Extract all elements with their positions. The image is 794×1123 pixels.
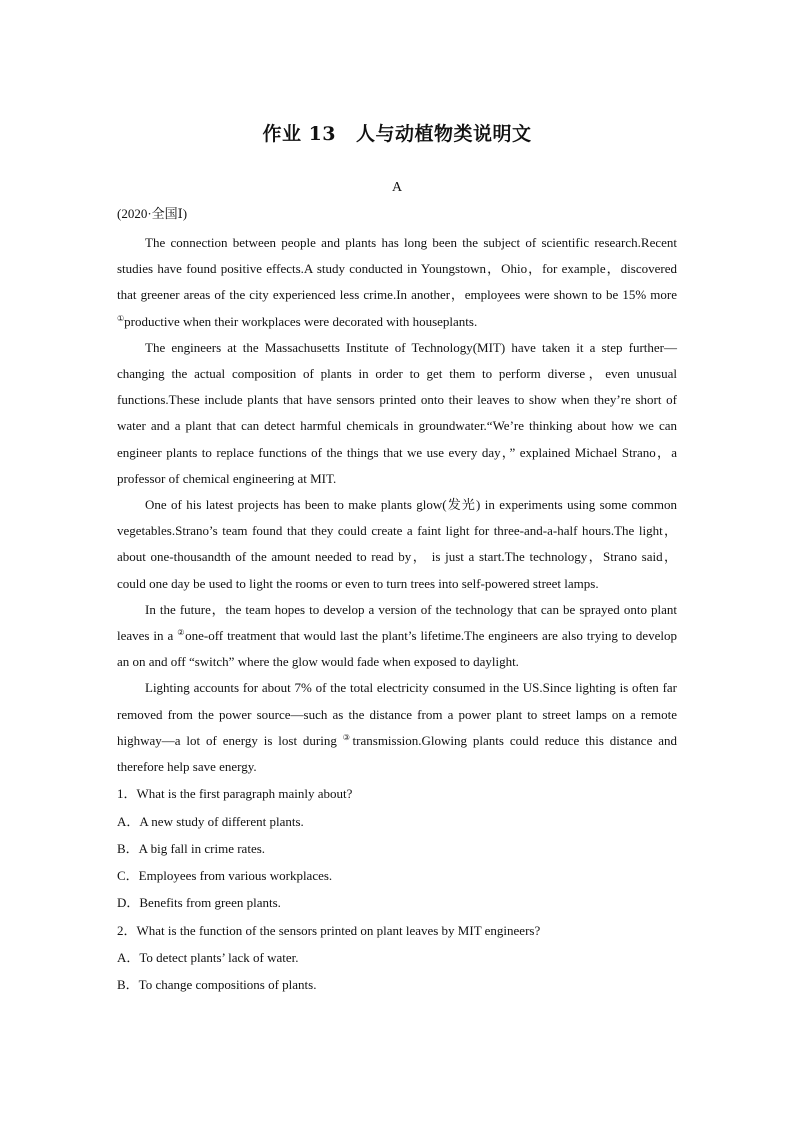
paragraph-3: One of his latest projects has been to make plants glow(发光) in experiments using some common vegetables.Strano’s team found that they could create a faint light for three-and-a-half hours.The light， about one-thousandth of the amount needed to read by， is just a start.The technology，Strano said， could one day be used to light the rooms or even to turn trees into self-powered street lamps. (117, 497, 677, 591)
section-label: A (391, 180, 403, 195)
title-text: 人与动植物类说明文 (356, 123, 532, 145)
footnote-mark-3: ③ (342, 732, 353, 742)
question-1: 1．What is the first paragraph mainly about? (117, 786, 353, 802)
paragraph-1: The connection between people and plants has long been the subject of scientific research.Recent studies have found positive effects.A study conducted in Youngstown，Ohio，for example，discovered that greener areas of the city experienced less crime.In another，employees were shown to be 15% more ①productive when their workplaces were decorated with houseplants. (117, 235, 677, 329)
question-1-option-c: C．Employees from various workplaces. (117, 868, 333, 884)
question-2: 2．What is the function of the sensors printed on plant leaves by MIT engineers? (117, 922, 541, 938)
page-title (117, 118, 677, 150)
paragraph-4: In the future，the team hopes to develop a version of the technology that can be sprayed onto plant leaves in a ②one-off treatment that would last the plant’s lifetime.The engineers are also trying to develop an on and off “switch” where the glow would fade when exposed to daylight. (117, 601, 677, 670)
question-2-option-a: A．To detect plants’ lack of water. (117, 950, 299, 966)
paragraph-5: Lighting accounts for about 7% of the total electricity consumed in the US.Since lighting is often far removed from the power source—such as the distance from a power plant to street lamps on a remote highway—a lot of energy is lost during ③transmission.Glowing plants could reduce this distance and therefore help save energy. (117, 680, 677, 775)
paragraph-2: The engineers at the Massachusetts Institute of Technology(MIT) have taken it a step further—changing the actual composition of plants in order to get them to perform diverse，even unusual functions.These include plants that have sensors printed onto their leaves to show when they’re short of water and a plant that can detect harmful chemicals in groundwater.“We’re thinking about how we can engineer plants to replace functions of the things that we use every day，” explained Michael Strano，a professor of chemical engineering at MIT. (117, 339, 677, 486)
question-1-option-b: B．A big fall in crime rates. (117, 840, 266, 856)
footnote-mark-2: ② (177, 628, 186, 638)
question-2-option-b: B．To change compositions of plants. (117, 977, 317, 993)
title-number: 作业 13 (262, 123, 337, 145)
source-label: (2020·全国Ⅰ) (117, 206, 188, 221)
document-page (117, 118, 677, 999)
question-1-option-a: A．A new study of different plants. (117, 813, 304, 829)
footnote-mark-1: ① (117, 313, 125, 323)
question-1-option-d: D．Benefits from green plants. (117, 895, 281, 911)
